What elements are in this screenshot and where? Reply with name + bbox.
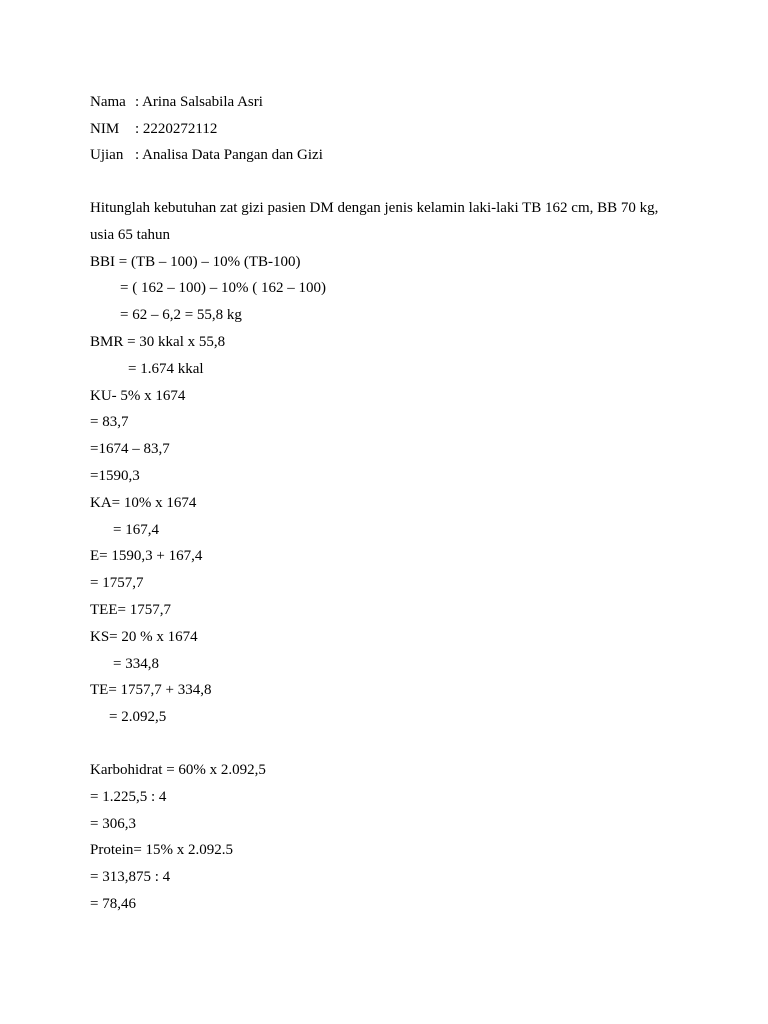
name-label: Nama xyxy=(90,94,126,110)
bbi-formula: BBI = (TB – 100) – 10% (TB-100) xyxy=(90,253,301,270)
ks-result: = 334,8 xyxy=(113,655,159,672)
carb-result-2: = 306,3 xyxy=(90,815,136,832)
ka-result: = 167,4 xyxy=(113,521,159,538)
ku-result-2: =1674 – 83,7 xyxy=(90,441,170,458)
exam-label: Ujian xyxy=(90,147,124,163)
e-formula: E= 1590,3 + 167,4 xyxy=(90,548,203,565)
te-formula: TE= 1757,7 + 334,8 xyxy=(90,682,212,699)
exam-row xyxy=(90,145,323,172)
te-result: = 2.092,5 xyxy=(109,709,167,726)
spacer xyxy=(90,734,680,760)
nim-value: : 2220272112 xyxy=(135,120,218,137)
nim-label: NIM xyxy=(90,120,120,137)
nim-row xyxy=(90,119,323,146)
question-line-1: Hitunglah kebutuhan zat gizi pasien DM dengan jenis kelamin laki-laki TB 162 cm, BB 70 kg, xyxy=(90,200,659,216)
bbi-step-2: = 62 – 6,2 = 55,8 kg xyxy=(120,307,242,324)
ka-formula: KA= 10% x 1674 xyxy=(90,494,197,511)
name-value: : Arina Salsabila Asri xyxy=(135,94,263,110)
ks-formula: KS= 20 % x 1674 xyxy=(90,628,198,645)
carb-formula: Karbohidrat = 60% x 2.092,5 xyxy=(90,761,266,778)
question-line-2: usia 65 tahun xyxy=(90,226,170,243)
exam-value: : Analisa Data Pangan dan Gizi xyxy=(135,147,323,163)
carb-result-1: = 1.225,5 : 4 xyxy=(90,788,167,805)
ku-result-1: = 83,7 xyxy=(90,414,129,431)
bbi-step-1: = ( 162 – 100) – 10% ( 162 – 100) xyxy=(120,280,326,297)
student-header xyxy=(90,92,323,172)
protein-result-2: = 78,46 xyxy=(90,895,136,912)
protein-result-1: = 313,875 : 4 xyxy=(90,869,171,886)
bmr-formula: BMR = 30 kkal x 55,8 xyxy=(90,333,226,350)
tee-value: TEE= 1757,7 xyxy=(90,601,171,618)
protein-formula: Protein= 15% x 2.092.5 xyxy=(90,842,234,859)
e-result: = 1757,7 xyxy=(90,575,144,592)
ku-result-3: =1590,3 xyxy=(90,467,140,484)
calculation-body xyxy=(90,198,680,921)
bmr-result: = 1.674 kkal xyxy=(128,360,204,377)
name-row xyxy=(90,92,323,119)
ku-formula: KU- 5% x 1674 xyxy=(90,387,186,404)
